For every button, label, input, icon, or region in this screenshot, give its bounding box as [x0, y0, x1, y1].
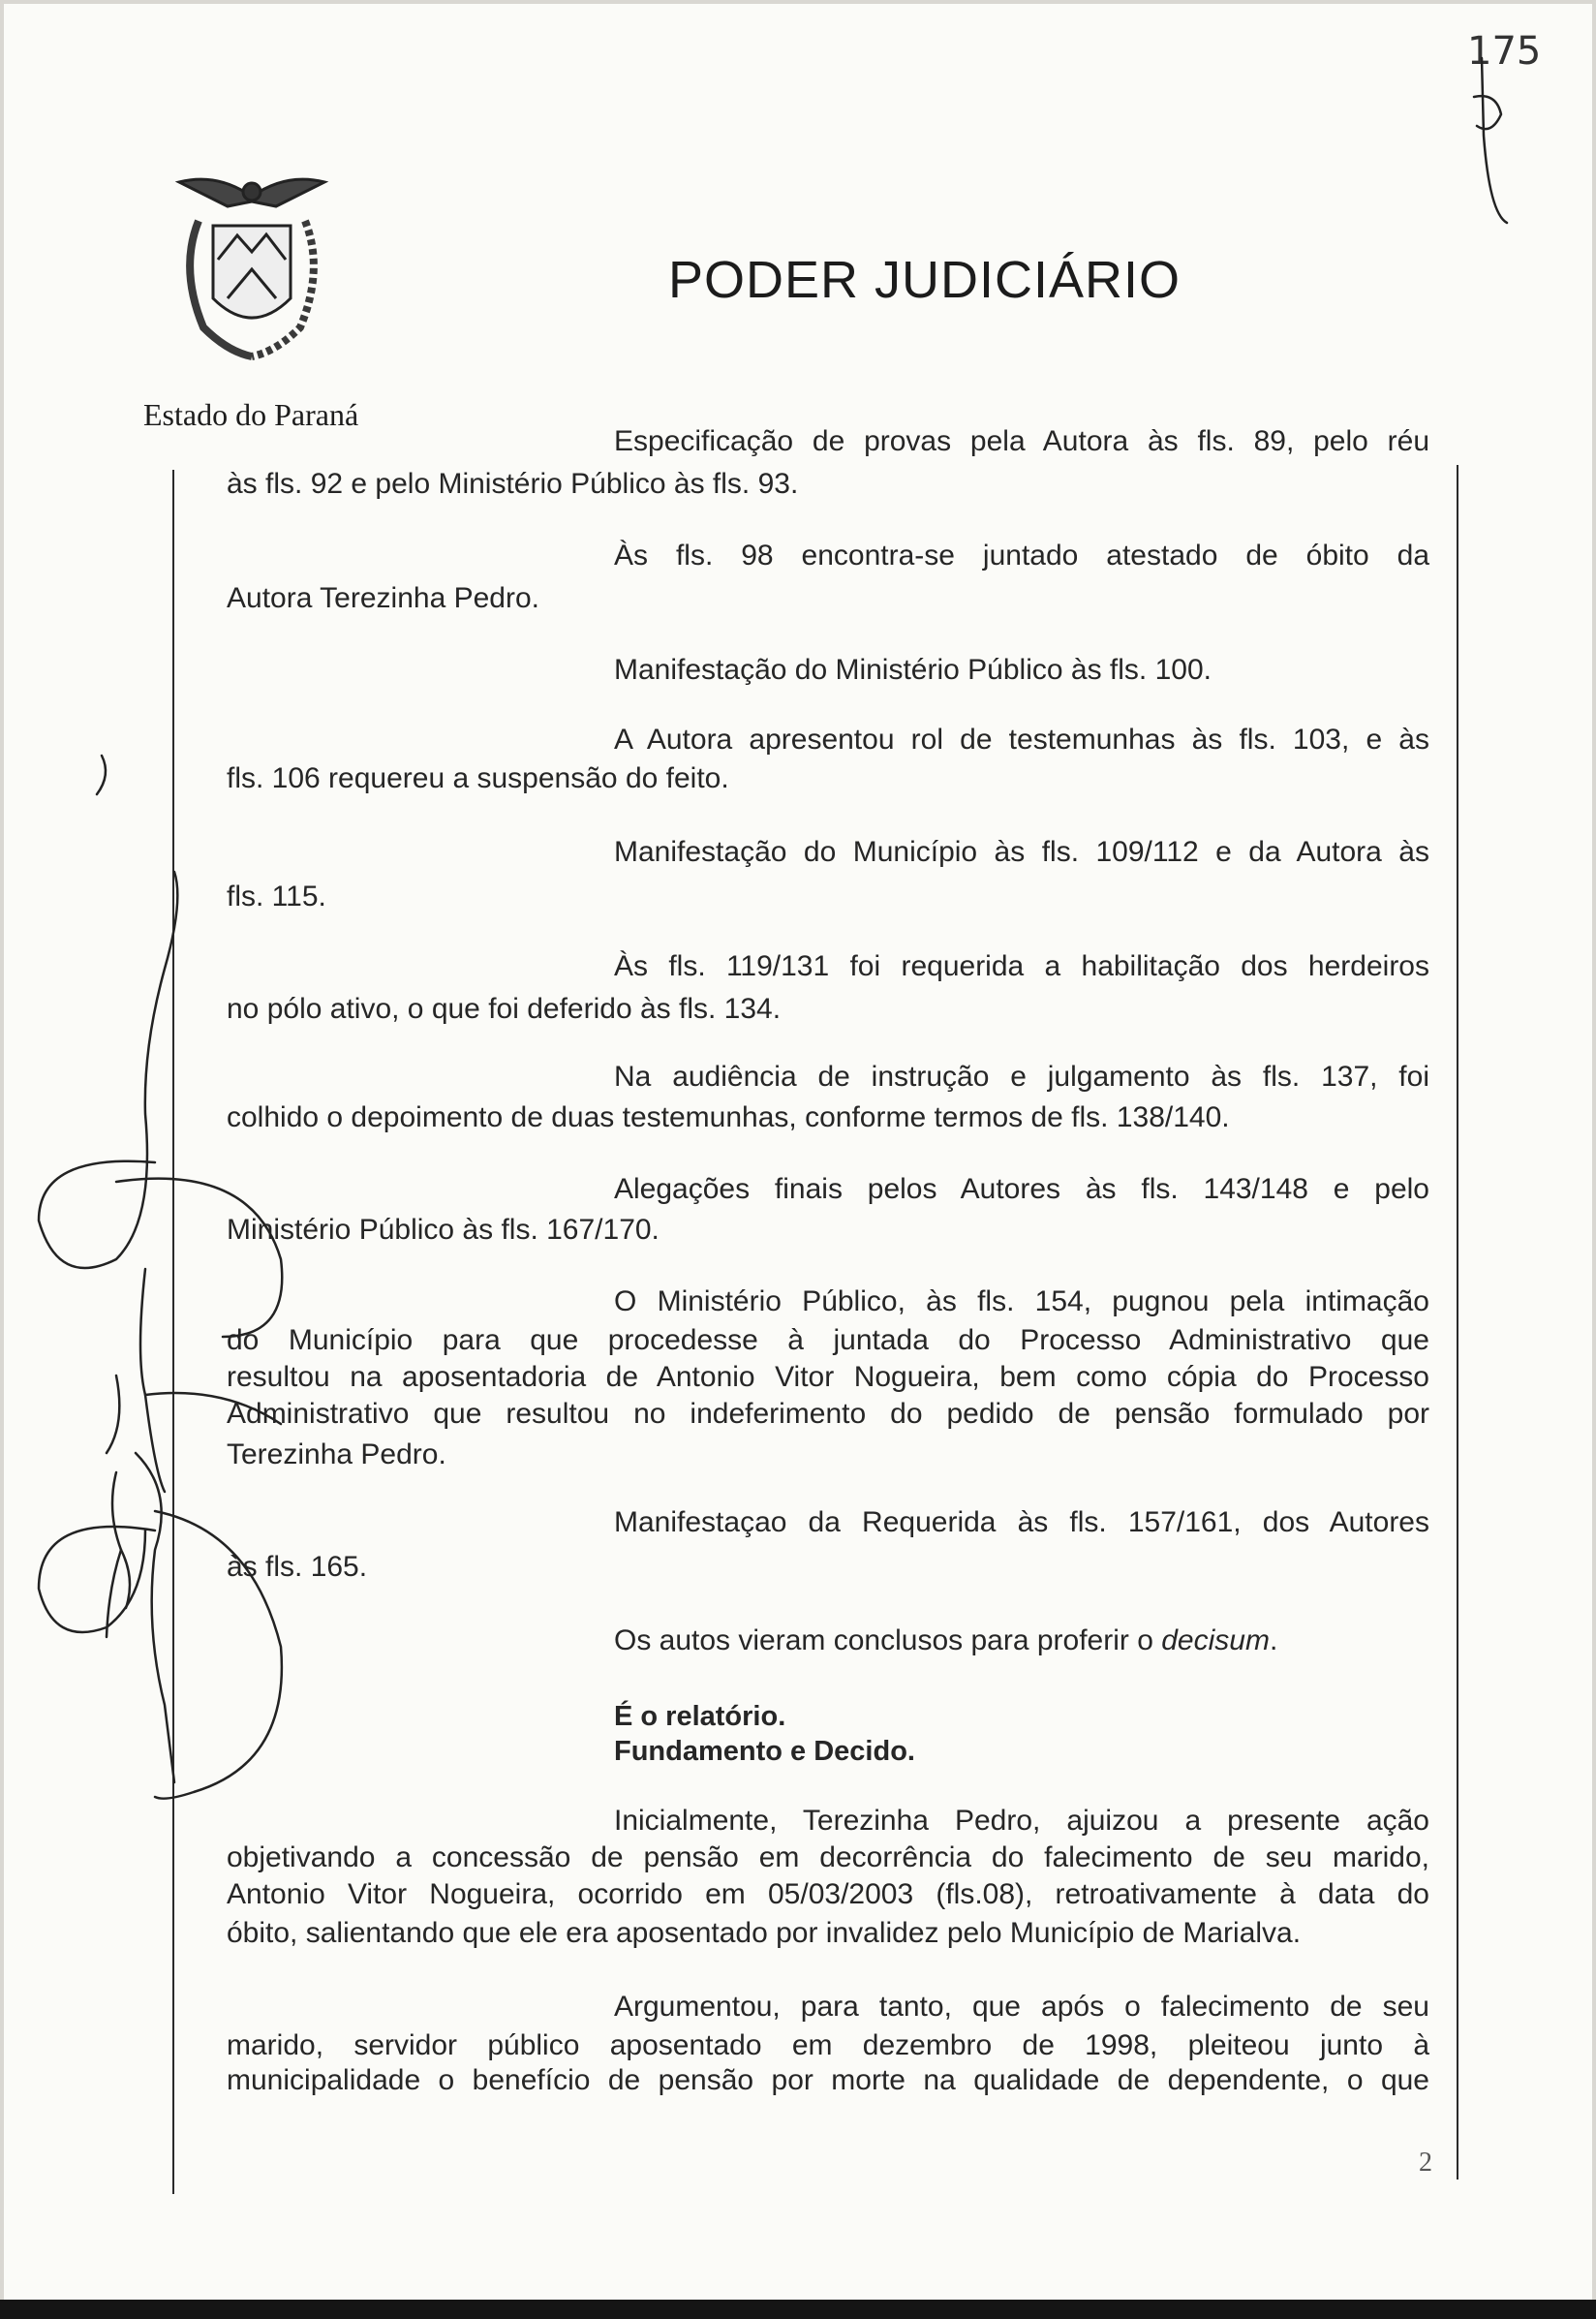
section-heading: Fundamento e Decido. [614, 1736, 915, 1767]
paragraph-line: Argumentou, para tanto, que após o falecimento de seu [614, 1991, 1429, 2023]
state-name: Estado do Paraná [143, 397, 359, 432]
paragraph-line: objetivando a concessão de pensão em decorrência do falecimento de seu marido, [227, 1841, 1429, 1873]
paragraph-line: às fls. 165. [227, 1551, 368, 1583]
paragraph-line: Inicialmente, Terezinha Pedro, ajuizou a presente ação [614, 1805, 1429, 1837]
paragraph-line: Manifestação do Município às fls. 109/112 e da Autora às [614, 836, 1429, 868]
paragraph-line: fls. 115. [227, 881, 326, 912]
paragraph-line: A Autora apresentou rol de testemunhas às fls. 103, e às [614, 724, 1429, 756]
paragraph-line: Administrativo que resultou no indeferimento do pedido de pensão formulado por [227, 1398, 1429, 1430]
paragraph-line: Terezinha Pedro. [227, 1438, 446, 1470]
paragraph-line: Na audiência de instrução e julgamento às fls. 137, foi [614, 1061, 1429, 1093]
section-heading: É o relatório. [614, 1701, 786, 1732]
page-title: PODER JUDICIÁRIO [668, 251, 1182, 309]
paragraph-line: Alegações finais pelos Autores às fls. 143/148 e pelo [614, 1173, 1429, 1205]
paragraph-line: O Ministério Público, às fls. 154, pugnou pela intimação [614, 1285, 1429, 1317]
paragraph-line: Manifestação do Ministério Público às fls. 100. [614, 654, 1212, 686]
paragraph-line: Antonio Vitor Nogueira, ocorrido em 05/03/2003 (fls.08), retroativamente à data do [227, 1878, 1429, 1910]
paragraph-line: no pólo ativo, o que foi deferido às fls. 134. [227, 993, 782, 1025]
paragraph-line: Às fls. 119/131 foi requerida a habilitação dos herdeiros [614, 950, 1429, 982]
paragraph-line: fls. 106 requereu a suspensão do feito. [227, 762, 729, 794]
paragraph-line: municipalidade o benefício de pensão por morte na qualidade de dependente, o que [227, 2064, 1429, 2096]
paragraph-line: Ministério Público às fls. 167/170. [227, 1214, 660, 1246]
paragraph-line: Autora Terezinha Pedro. [227, 582, 539, 614]
paragraph-line: óbito, salientando que ele era aposentado por invalidez pelo Município de Marialva. [227, 1917, 1302, 1949]
text-run: Os autos vieram conclusos para proferir o [614, 1624, 1162, 1656]
paragraph-line: colhido o depoimento de duas testemunhas, conforme termos de fls. 138/140. [227, 1101, 1230, 1133]
page-number: 2 [1419, 2148, 1432, 2178]
text-run: . [1269, 1624, 1278, 1656]
paragraph-line: Às fls. 98 encontra-se juntado atestado de óbito da [614, 540, 1429, 572]
paragraph-line: do Município para que procedesse à juntada do Processo Administrativo que [227, 1324, 1429, 1356]
paragraph-line: às fls. 92 e pelo Ministério Público às fls. 93. [227, 468, 799, 500]
paragraph-line: Especificação de provas pela Autora às fls. 89, pelo réu [614, 425, 1429, 457]
paragraph-line: Manifestaçao da Requerida às fls. 157/161, dos Autores [614, 1506, 1429, 1538]
paragraph-line: resultou na aposentadoria de Antonio Vitor Nogueira, bem como cópia do Processo [227, 1361, 1429, 1393]
paragraph-line [614, 1623, 1277, 1658]
emphasis-text: decisum [1161, 1624, 1270, 1656]
paragraph-line: marido, servidor público aposentado em dezembro de 1998, pleiteou junto à [227, 2029, 1429, 2061]
page-mark: 175 [1467, 29, 1542, 74]
